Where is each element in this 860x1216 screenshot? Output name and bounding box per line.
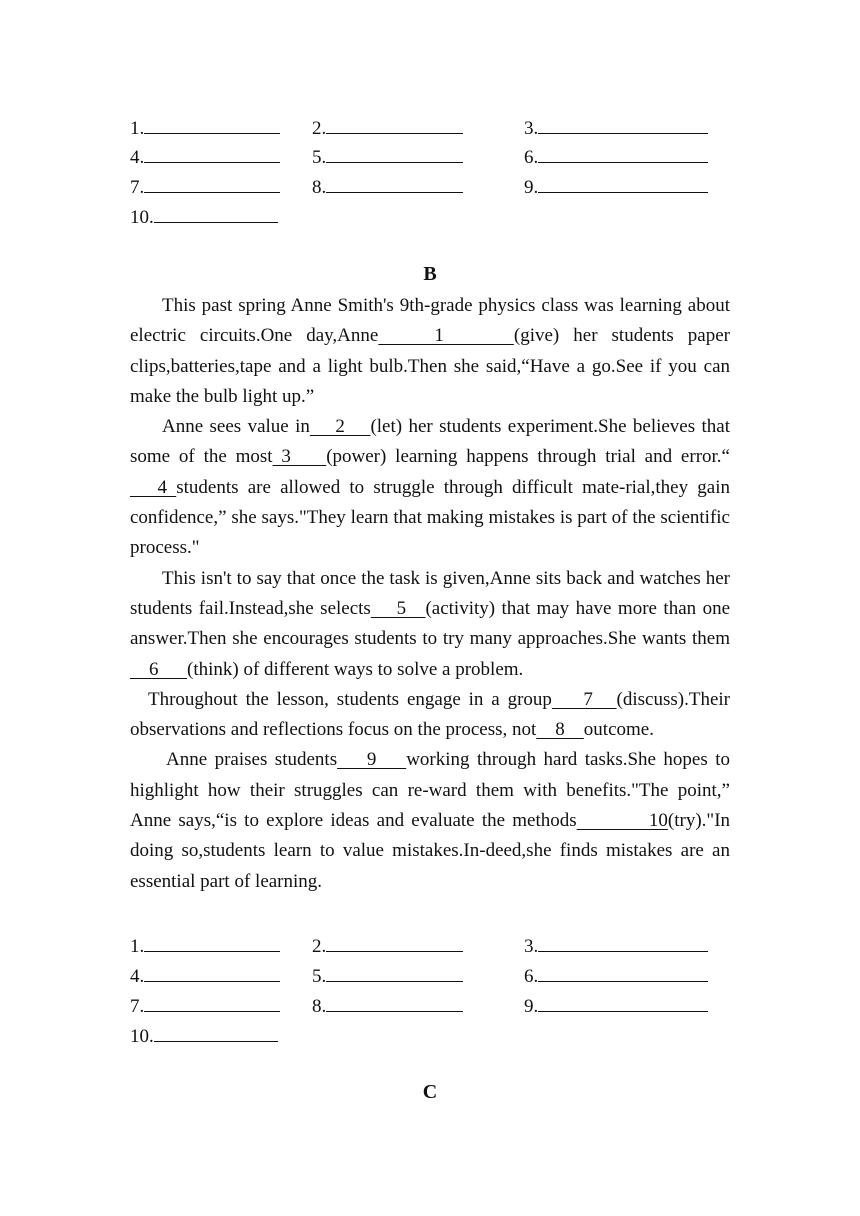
blank-5[interactable]: 5 bbox=[370, 597, 426, 619]
answer-blank-10[interactable]: 10. bbox=[130, 202, 278, 230]
answer-blank-9[interactable]: 9. bbox=[524, 991, 708, 1019]
answer-blank-1[interactable]: 1. bbox=[130, 113, 280, 141]
answer-blank-9[interactable]: 9. bbox=[524, 172, 708, 200]
answer-blank-6[interactable]: 6. bbox=[524, 142, 708, 170]
blank-9[interactable]: 9 bbox=[337, 749, 407, 771]
section-heading-b: B bbox=[423, 263, 437, 285]
paragraph-1: This past spring Anne Smith's 9th-grade physics class was learning about electric circuits.One day,Anne 1 (give) her students paper clips,batteries,tape and a light bulb.Then she said,“Have a go.See if you can make the bulb light up.” bbox=[130, 295, 731, 407]
answer-row bbox=[130, 1021, 730, 1051]
answer-row bbox=[130, 172, 730, 202]
paragraph-4: Throughout the lesson, students engage in a group 7 (discuss).Their observations and reflections focus on the process, not 8 outcome. bbox=[130, 688, 730, 741]
answer-blank-8[interactable]: 8. bbox=[312, 172, 463, 200]
paragraph-3: This isn't to say that once the task is given,Anne sits back and watches her students fail.Instead,she selects 5 (activity) that may have more than one answer.Then she encourages students to try many approaches.She wants them 6 (think) of different ways to solve a problem. bbox=[130, 567, 731, 680]
answer-row bbox=[130, 142, 730, 172]
answer-row bbox=[130, 202, 730, 232]
answer-blank-7[interactable]: 7. bbox=[130, 991, 280, 1019]
section-heading-c: C bbox=[422, 1081, 438, 1103]
blank-6[interactable]: 6 bbox=[130, 658, 187, 680]
answer-row bbox=[130, 931, 730, 961]
answer-row bbox=[130, 113, 730, 143]
answer-row bbox=[130, 961, 730, 991]
answer-blank-2[interactable]: 2. bbox=[312, 931, 463, 959]
answer-blank-1[interactable]: 1. bbox=[130, 931, 280, 959]
blank-1[interactable]: 1 bbox=[378, 325, 514, 347]
answer-blank-4[interactable]: 4. bbox=[130, 961, 280, 989]
blank-4[interactable]: 4 bbox=[130, 476, 177, 498]
answer-blank-5[interactable]: 5. bbox=[312, 142, 463, 170]
answer-blank-6[interactable]: 6. bbox=[524, 961, 708, 989]
answer-blank-10[interactable]: 10. bbox=[130, 1021, 278, 1049]
paragraph-5: Anne praises students 9 working through hard tasks.She hopes to highlight how their struggles can re-ward them with benefits."The point,” Anne says,“is to explore ideas and evaluate the methods 10(try)."In doing so,students learn to value mistakes.In-deed,she finds mistakes are an essential part of learning. bbox=[130, 749, 731, 892]
answer-blank-3[interactable]: 3. bbox=[524, 931, 708, 959]
answer-row bbox=[130, 991, 730, 1021]
passage-b bbox=[130, 291, 730, 897]
blank-10[interactable]: 10 bbox=[576, 810, 668, 832]
blank-2[interactable]: 2 bbox=[309, 416, 371, 438]
blank-8[interactable]: 8 bbox=[536, 719, 584, 741]
answer-blank-4[interactable]: 4. bbox=[130, 142, 280, 170]
answer-blank-7[interactable]: 7. bbox=[130, 172, 280, 200]
blank-3[interactable]: 3 bbox=[272, 446, 327, 468]
answer-blank-8[interactable]: 8. bbox=[312, 991, 463, 1019]
answer-blank-2[interactable]: 2. bbox=[312, 113, 463, 141]
answer-blank-5[interactable]: 5. bbox=[312, 961, 463, 989]
paragraph-2: Anne sees value in 2 (let) her students experiment.She believes that some of the most 3 (power) learning happens through trial and error.“ 4 students are allowed to struggle through difficult mate-rial,they gain confidence,” she says."They learn that making mistakes is part of the scientific process." bbox=[130, 416, 731, 559]
answer-blank-3[interactable]: 3. bbox=[524, 113, 708, 141]
blank-7[interactable]: 7 bbox=[551, 688, 617, 710]
